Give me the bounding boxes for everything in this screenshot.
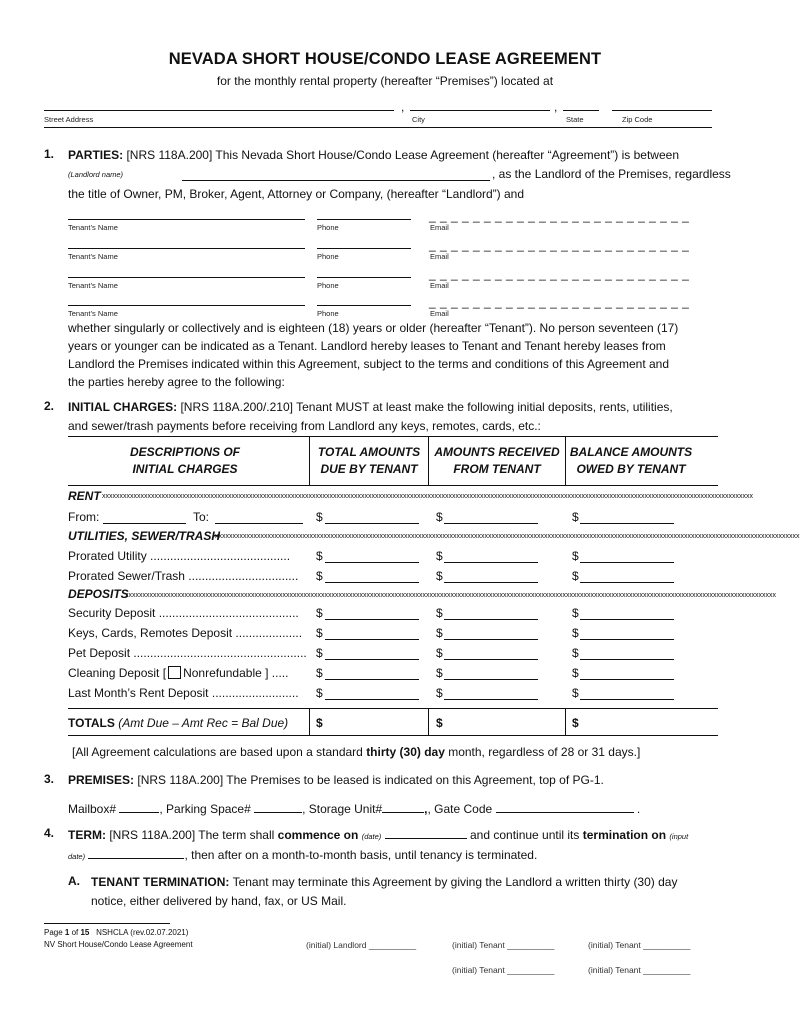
tenant-initial-field[interactable]: (initial) Tenant __________ [452,965,555,975]
dollar-sign: $ [316,686,323,700]
sewer-received-field[interactable] [444,582,538,583]
dollar-sign: $ [316,626,323,640]
security-received-field[interactable] [444,619,538,620]
parking-label: , Parking Space# [159,802,251,816]
date-label: date) [68,852,86,861]
calculation-footnote [72,744,640,760]
total-due-dollar: $ [316,716,323,730]
paragraph-line: Landlord the Premises indicated within this Agreement, subject to the terms and conditions of this Agreement and [68,357,670,371]
tenant-name-label: Tenant’s Name [68,281,118,290]
cleaning-deposit-label [68,666,288,680]
footnote-bold: thirty (30) day [366,745,445,759]
last-month-balance-field[interactable] [580,699,674,700]
gate-code-label: , Gate Code [427,802,493,816]
term-line-2 [68,846,537,865]
rent-received-field[interactable] [444,523,538,524]
parties-text: [NRS 118A.200] This Nevada Short House/Condo Lease Agreement (hereafter “Agreement”) is between [126,148,679,162]
tenant-name-field[interactable] [68,248,305,249]
dollar-sign: $ [316,549,323,563]
totals-top-border [68,708,718,709]
tenant-email-label: Email [430,223,449,232]
keys-deposit-label: Keys, Cards, Remotes Deposit .................... [68,626,303,640]
keys-total-due-field[interactable] [325,639,419,640]
tenant-initial-field[interactable]: (initial) Tenant __________ [452,940,555,950]
landlord-name-label: (Landlord name) [68,170,124,179]
rent-to-label: To: [193,510,210,524]
cleaning-balance-field[interactable] [580,679,674,680]
tenant-initial-field[interactable]: (initial) Tenant __________ [588,940,691,950]
last-month-rent-deposit-label: Last Month’s Rent Deposit .......................... [68,686,299,700]
column-header-line: DUE BY TENANT [320,462,418,476]
dollar-sign: $ [572,606,579,620]
street-address-field[interactable] [44,110,394,111]
dollar-sign: $ [436,686,443,700]
dollar-sign: $ [436,666,443,680]
column-divider [309,708,310,736]
initial-charges-text: [NRS 118A.200/.210] Tenant MUST at least make the following initial deposits, rents, utilities, [180,400,673,414]
state-field[interactable] [563,110,599,111]
term-text: [NRS 118A.200] The term shall [109,828,278,842]
nonrefundable-checkbox[interactable] [168,666,181,679]
row-filler: xxxxxxxxxxxxxxxxxxxxxxxxxxxxxxxxxxxxxxxxxxxxxxxxxxxxxxxxxxxxxxxxxxxxxxxxxxxxxxxxxxxxxxxxxxxxxxxxxxxxxxxxxxxxxxxxxxxxxxxxxxxxxxxxxxxxxxxxxxxxxxxxxxxxxxxxxxxxxxxxxxxxxxx [215,533,800,540]
footnote-text: month, regardless of 28 or 31 days.] [444,745,641,759]
commence-date-field[interactable] [385,826,467,839]
column-divider [565,708,566,736]
paragraph-line: the parties hereby agree to the following: [68,375,285,389]
utilities-label: UTILITIES, SEWER/TRASH [68,529,221,543]
tenant-phone-field[interactable] [317,219,411,220]
tenant-phone-field[interactable] [317,248,411,249]
page-current: 1 [64,928,70,937]
city-label: City [412,115,425,124]
city-field[interactable] [410,110,550,111]
parties-paragraph [68,319,728,391]
pet-total-due-field[interactable] [325,659,419,660]
dollar-sign: $ [316,510,323,524]
dollar-sign: $ [316,569,323,583]
termination-on-label: termination on [582,828,667,842]
footer-rule [44,923,170,924]
column-header-line: INITIAL CHARGES [132,462,238,476]
premises-line-1 [68,772,604,788]
initial-charges-line-1 [68,399,673,415]
subsection-letter: A. [68,874,80,888]
premises-heading: PREMISES: [68,773,135,787]
row-filler: xxxxxxxxxxxxxxxxxxxxxxxxxxxxxxxxxxxxxxxxxxxxxxxxxxxxxxxxxxxxxxxxxxxxxxxxxxxxxxxxxxxxxxxxxxxxxxxxxxxxxxxxxxxxxxxxxxxxxxxxxxxxxxxxxxxxxxxxxxxxxxxxxxxxxxxxxxxxxxxxxxxxxxxxxxxxxxxxxxxxxxxxxx [125,592,776,599]
premises-line-2: Mailbox# , Parking Space# , Storage Unit# ,, Gate Code . [68,802,641,816]
row-filler: xxxxxxxxxxxxxxxxxxxxxxxxxxxxxxxxxxxxxxxxxxxxxxxxxxxxxxxxxxxxxxxxxxxxxxxxxxxxxxxxxxxxxxxxxxxxxxxxxxxxxxxxxxxxxxxxxxxxxxxxxxxxxxxxxxxxxxxxxxxxxxxxxxxxxxxxxxxxxxxxxxxxxxxxxxxxxxxxxxxxxxxxxx [102,493,753,500]
keys-balance-field[interactable] [580,639,674,640]
comma-separator: , [401,100,405,114]
pet-balance-field[interactable] [580,659,674,660]
storage-unit-field[interactable] [382,800,424,813]
utility-balance-field[interactable] [580,562,674,563]
last-month-received-field[interactable] [444,699,538,700]
mailbox-label: Mailbox# [68,802,117,816]
tenant-email-label: Email [430,309,449,318]
tenant-phone-label: Phone [317,281,339,290]
dollar-sign: $ [436,626,443,640]
dollar-sign: $ [436,646,443,660]
keys-received-field[interactable] [444,639,538,640]
premises-text: [NRS 118A.200] The Premises to be leased is indicated on this Agreement, top of PG-1. [137,773,604,787]
document-code: NSHCLA (rev.02.07.2021) [96,928,189,937]
dollar-sign: $ [316,606,323,620]
gate-code-field[interactable] [496,800,634,813]
column-header-line: OWED BY TENANT [576,462,686,476]
rent-total-due-field[interactable] [325,523,419,524]
table-bottom-border [68,735,718,736]
cleaning-deposit-prefix: Cleaning Deposit [ [68,666,167,680]
period: . [636,802,641,816]
termination-date-field[interactable] [88,846,184,859]
parties-line-3: the title of Owner, PM, Broker, Agent, Attorney or Company, (hereafter “Landlord”) and [68,187,525,201]
column-header-line: TOTAL AMOUNTS [317,445,421,459]
section-number: 3. [44,772,55,786]
prorated-utility-label: Prorated Utility .......................................... [68,549,291,563]
term-heading: TERM: [68,828,106,842]
page-total: 15 [80,928,90,937]
dollar-sign: $ [436,549,443,563]
parking-space-field[interactable] [254,800,302,813]
section-number: 2. [44,399,55,413]
tenant-termination-line-1 [91,874,677,890]
column-divider [428,708,429,736]
tenant-email-field[interactable]: _ _ _ _ _ _ _ _ _ _ _ _ _ _ _ _ _ _ _ _ _ _ _ _ [429,209,690,223]
rent-to-field[interactable] [215,523,303,524]
document-title: NEVADA SHORT HOUSE/CONDO LEASE AGREEMENT [168,50,602,68]
total-balance-dollar: $ [572,716,579,730]
utility-received-field[interactable] [444,562,538,563]
mailbox-field[interactable] [119,800,159,813]
term-line-1 [68,826,688,845]
input-label: (input [669,832,689,841]
rent-label: RENT [68,489,101,503]
state-label: State [566,115,584,124]
dollar-sign: $ [572,666,579,680]
tenant-initial-field[interactable]: (initial) Tenant __________ [588,965,691,975]
dollar-sign: $ [572,510,579,524]
street-address-label: Street Address [44,115,94,124]
tenant-phone-label: Phone [317,223,339,232]
sewer-total-due-field[interactable] [325,582,419,583]
dollar-sign: $ [436,510,443,524]
document-subtitle: for the monthly rental property (hereafter “Premises”) located at [216,74,554,88]
tenant-phone-label: Phone [317,252,339,261]
tenant-name-field[interactable] [68,305,305,306]
tenant-phone-label: Phone [317,309,339,318]
parties-line-2: , as the Landlord of the Premises, regardless [492,167,731,181]
landlord-initial-field[interactable]: (initial) Landlord __________ [306,940,417,950]
tenant-name-label: Tenant’s Name [68,252,118,261]
dollar-sign: $ [436,606,443,620]
term-text: and continue until its [469,828,583,842]
zip-code-field[interactable] [612,110,712,111]
parties-line-1 [68,147,679,163]
column-header-line: FROM TENANT [453,462,541,476]
section-number: 4. [44,826,55,840]
column-header-received [429,444,565,478]
tenant-termination-text: Tenant may terminate this Agreement by giving the Landlord a written thirty (30) day [232,875,678,889]
totals-label [68,716,288,730]
deposits-label: DEPOSITS [68,587,129,601]
cleaning-deposit-suffix: Nonrefundable ] ..... [183,666,289,680]
tenant-phone-field[interactable] [317,277,411,278]
cleaning-received-field[interactable] [444,679,538,680]
tenant-name-label: Tenant’s Name [68,223,118,232]
footnote-text: [All Agreement calculations are based upon a standard [72,745,367,759]
document-name: NV Short House/Condo Lease Agreement [44,940,193,949]
paragraph-line: whether singularly or collectively and is eighteen (18) years or older (hereafter “Tenant”). No person seventeen (17) [68,321,679,335]
prorated-sewer-trash-label: Prorated Sewer/Trash ................................. [68,569,299,583]
parties-heading: PARTIES: [68,148,124,162]
dollar-sign: $ [572,646,579,660]
rent-from-field[interactable] [103,523,186,524]
tenant-email-label: Email [430,252,449,261]
dollar-sign: $ [316,666,323,680]
column-header-balance [566,444,696,478]
security-total-due-field[interactable] [325,619,419,620]
sewer-balance-field[interactable] [580,582,674,583]
page-label: of [69,928,81,937]
dollar-sign: $ [572,569,579,583]
tenant-phone-field[interactable] [317,305,411,306]
column-header-line: DESCRIPTIONS OF [129,445,240,459]
dollar-sign: $ [436,569,443,583]
table-header-border [68,485,718,486]
tenant-name-field[interactable] [68,219,305,220]
tenant-email-field[interactable]: _ _ _ _ _ _ _ _ _ _ _ _ _ _ _ _ _ _ _ _ _ _ _ _ [429,267,690,281]
tenant-name-label: Tenant’s Name [68,309,118,318]
column-header-total-due [310,444,428,478]
dollar-sign: $ [316,646,323,660]
initial-charges-heading: INITIAL CHARGES: [68,400,178,414]
zip-code-label: Zip Code [622,115,653,124]
cleaning-total-due-field[interactable] [325,679,419,680]
tenant-termination-heading: TENANT TERMINATION: [91,875,230,889]
rent-from-label: From: [68,510,100,524]
totals-note: (Amt Due – Amt Rec = Bal Due) [118,716,289,730]
storage-label: , Storage Unit# [302,802,383,816]
total-received-dollar: $ [436,716,443,730]
commence-on-label: commence on [277,828,359,842]
term-text: , then after on a month-to-month basis, until tenancy is terminated. [184,848,538,862]
tenant-name-field[interactable] [68,277,305,278]
column-header-line: BALANCE AMOUNTS [569,445,693,459]
column-header-line: AMOUNTS RECEIVED [434,445,560,459]
landlord-name-field[interactable] [182,180,490,181]
tenant-email-field[interactable]: _ _ _ _ _ _ _ _ _ _ _ _ _ _ _ _ _ _ _ _ _ _ _ _ [429,295,690,309]
address-divider [44,127,712,128]
date-label: (date) [361,832,382,841]
section-number: 1. [44,147,55,161]
dollar-sign: $ [572,549,579,563]
tenant-email-label: Email [430,281,449,290]
dollar-sign: $ [572,686,579,700]
column-header-descriptions [100,444,270,478]
pet-deposit-label: Pet Deposit .................................................... [68,646,307,660]
paragraph-line: years or younger can be indicated as a Tenant. Landlord hereby leases to Tenant and Tenant hereby leases from [68,339,666,353]
comma-separator: , [554,100,558,114]
initial-charges-line-2: and sewer/trash payments before receiving from Landlord any keys, remotes, cards, etc.: [68,419,541,433]
table-top-border [68,436,718,437]
totals-heading: TOTALS [68,716,115,730]
tenant-email-field[interactable]: _ _ _ _ _ _ _ _ _ _ _ _ _ _ _ _ _ _ _ _ _ _ _ _ [429,238,690,252]
rent-balance-field[interactable] [580,523,674,524]
security-balance-field[interactable] [580,619,674,620]
security-deposit-label: Security Deposit .......................................... [68,606,299,620]
page-number [44,928,188,937]
dollar-sign: $ [572,626,579,640]
page-label: Page [44,928,65,937]
tenant-termination-line-2: notice, either delivered by hand, fax, or US Mail. [91,894,347,908]
pet-received-field[interactable] [444,659,538,660]
utility-total-due-field[interactable] [325,562,419,563]
last-month-total-due-field[interactable] [325,699,419,700]
